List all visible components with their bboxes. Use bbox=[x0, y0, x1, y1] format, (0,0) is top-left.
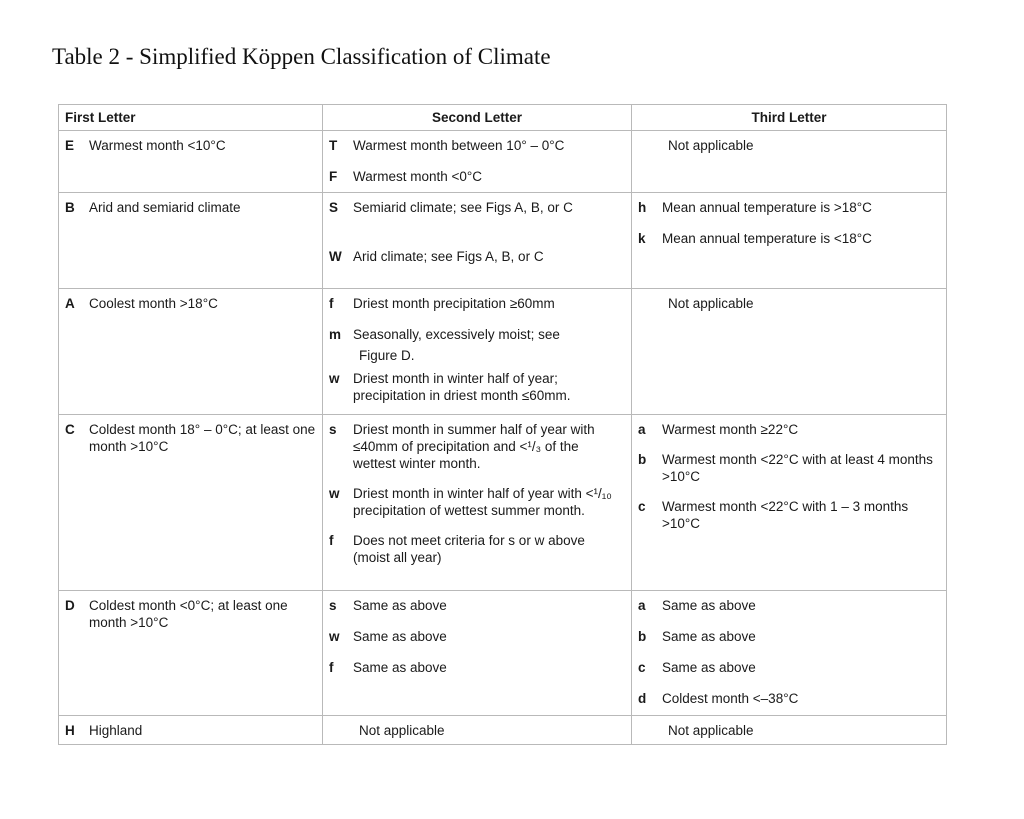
code-letter: B bbox=[65, 200, 75, 215]
code-letter: E bbox=[65, 138, 75, 153]
second-letter-entry bbox=[329, 421, 625, 472]
table-row-h bbox=[59, 716, 947, 745]
code-description: Mean annual temperature is <18°C bbox=[662, 231, 872, 246]
code-letter: f bbox=[329, 533, 334, 548]
first-letter-cell bbox=[59, 131, 323, 193]
code-description: Warmest month ≥22°C bbox=[662, 422, 799, 437]
second-letter-entry bbox=[329, 295, 625, 312]
koppen-classification-table bbox=[58, 104, 947, 745]
code-letter: a bbox=[638, 598, 646, 613]
third-letter-cell bbox=[632, 716, 947, 745]
second-letter-entry bbox=[329, 137, 625, 154]
code-description: Semiarid climate; see Figs A, B, or C bbox=[353, 200, 573, 215]
header-row bbox=[59, 105, 947, 131]
code-letter: w bbox=[329, 629, 340, 644]
not-applicable-text: Not applicable bbox=[668, 296, 754, 311]
code-letter: F bbox=[329, 169, 338, 184]
third-letter-cell bbox=[632, 289, 947, 415]
code-description: Coldest month 18° – 0°C; at least one month >10°C bbox=[89, 422, 316, 454]
code-letter: c bbox=[638, 660, 646, 675]
code-description: Arid climate; see Figs A, B, or C bbox=[353, 249, 544, 264]
code-letter: d bbox=[638, 691, 647, 706]
first-letter-cell bbox=[59, 591, 323, 716]
third-letter-cell bbox=[632, 131, 947, 193]
first-letter-cell bbox=[59, 415, 323, 591]
third-letter-cell bbox=[632, 193, 947, 289]
code-description: Coolest month >18°C bbox=[89, 296, 218, 311]
code-description: Driest month in winter half of year with <¹/₁₀ precipitation of wettest summer month. bbox=[353, 486, 612, 518]
third-letter-entry bbox=[638, 659, 940, 676]
header-first-letter: First Letter bbox=[59, 105, 323, 131]
code-description: Warmest month <0°C bbox=[353, 169, 483, 184]
third-letter-entry bbox=[638, 421, 940, 438]
code-description: Coldest month <0°C; at least one month >10°C bbox=[89, 598, 288, 630]
second-letter-cell bbox=[323, 193, 632, 289]
third-letter-entry bbox=[638, 451, 940, 485]
code-description-continued: Figure D. bbox=[359, 348, 415, 363]
not-applicable-text: Not applicable bbox=[668, 138, 754, 153]
code-description: Same as above bbox=[662, 660, 756, 675]
code-description: Mean annual temperature is >18°C bbox=[662, 200, 872, 215]
code-letter: C bbox=[65, 422, 75, 437]
second-letter-cell bbox=[323, 415, 632, 591]
code-description: Does not meet criteria for s or w above (moist all year) bbox=[353, 533, 585, 565]
not-applicable-text: Not applicable bbox=[359, 723, 445, 738]
first-letter-cell bbox=[59, 289, 323, 415]
second-letter-entry bbox=[329, 168, 625, 185]
first-letter-entry bbox=[65, 597, 316, 631]
code-letter: s bbox=[329, 422, 337, 437]
third-letter-entry bbox=[638, 597, 940, 614]
code-description: Same as above bbox=[353, 598, 447, 613]
second-letter-cell bbox=[323, 716, 632, 745]
first-letter-entry bbox=[65, 295, 316, 312]
code-letter: b bbox=[638, 452, 647, 467]
code-description: Driest month precipitation ≥60mm bbox=[353, 296, 555, 311]
code-letter: W bbox=[329, 249, 342, 264]
third-letter-entry bbox=[638, 690, 940, 707]
code-description: Warmest month <22°C with at least 4 months >10°C bbox=[662, 452, 933, 484]
code-description: Same as above bbox=[662, 598, 756, 613]
header-third-letter: Third Letter bbox=[632, 105, 947, 131]
table-row-c bbox=[59, 415, 947, 591]
first-letter-entry bbox=[65, 722, 316, 739]
code-letter: A bbox=[65, 296, 75, 311]
code-letter: H bbox=[65, 723, 75, 738]
header-second-letter: Second Letter bbox=[323, 105, 632, 131]
document-title: Table 2 - Simplified Köppen Classification of Climate bbox=[52, 44, 551, 69]
code-description: Seasonally, excessively moist; see bbox=[353, 327, 560, 342]
third-letter-cell bbox=[632, 415, 947, 591]
code-letter: f bbox=[329, 296, 334, 311]
table-row-e bbox=[59, 131, 947, 193]
second-letter-cell bbox=[323, 289, 632, 415]
second-letter-entry bbox=[329, 326, 625, 364]
code-description-wrap bbox=[353, 326, 625, 364]
code-description: Same as above bbox=[353, 629, 447, 644]
table-row-b bbox=[59, 193, 947, 289]
second-letter-entry bbox=[329, 199, 625, 216]
code-description: Arid and semiarid climate bbox=[89, 200, 241, 215]
code-letter: S bbox=[329, 200, 339, 215]
second-letter-cell bbox=[323, 591, 632, 716]
code-letter: w bbox=[329, 371, 340, 386]
third-letter-entry bbox=[638, 498, 940, 532]
second-letter-entry bbox=[329, 628, 625, 645]
table-row-a bbox=[59, 289, 947, 415]
first-letter-cell bbox=[59, 716, 323, 745]
third-letter-entry bbox=[638, 199, 940, 216]
code-description: Same as above bbox=[353, 660, 447, 675]
code-letter: b bbox=[638, 629, 647, 644]
code-letter: f bbox=[329, 660, 334, 675]
second-letter-entry bbox=[329, 370, 625, 404]
third-letter-entry bbox=[638, 628, 940, 645]
second-letter-entry bbox=[329, 248, 625, 265]
code-description: Highland bbox=[89, 723, 143, 738]
code-letter: m bbox=[329, 327, 342, 342]
third-letter-cell bbox=[632, 591, 947, 716]
code-description: Driest month in summer half of year with ≤40mm of precipitation and <¹/₃ of the wettest winter month. bbox=[353, 422, 595, 471]
second-letter-entry bbox=[329, 532, 625, 566]
code-letter: D bbox=[65, 598, 75, 613]
third-letter-entry bbox=[638, 230, 940, 247]
code-letter: w bbox=[329, 486, 340, 501]
code-letter: k bbox=[638, 231, 646, 246]
code-letter: c bbox=[638, 499, 646, 514]
first-letter-entry bbox=[65, 421, 316, 455]
code-description: Warmest month <10°C bbox=[89, 138, 226, 153]
second-letter-entry bbox=[329, 597, 625, 614]
code-description: Warmest month <22°C with 1 – 3 months >10°C bbox=[662, 499, 909, 531]
not-applicable-text: Not applicable bbox=[668, 723, 754, 738]
code-description: Driest month in winter half of year; precipitation in driest month ≤60mm. bbox=[353, 371, 571, 403]
second-letter-cell bbox=[323, 131, 632, 193]
code-letter: h bbox=[638, 200, 647, 215]
second-letter-entry bbox=[329, 485, 625, 519]
first-letter-entry bbox=[65, 199, 316, 216]
second-letter-entry bbox=[329, 659, 625, 676]
code-description: Warmest month between 10° – 0°C bbox=[353, 138, 565, 153]
first-letter-cell bbox=[59, 193, 323, 289]
code-description: Coldest month <–38°C bbox=[662, 691, 799, 706]
code-description: Same as above bbox=[662, 629, 756, 644]
first-letter-entry bbox=[65, 137, 316, 154]
code-letter: a bbox=[638, 422, 646, 437]
table-row-d bbox=[59, 591, 947, 716]
code-letter: T bbox=[329, 138, 338, 153]
code-letter: s bbox=[329, 598, 337, 613]
